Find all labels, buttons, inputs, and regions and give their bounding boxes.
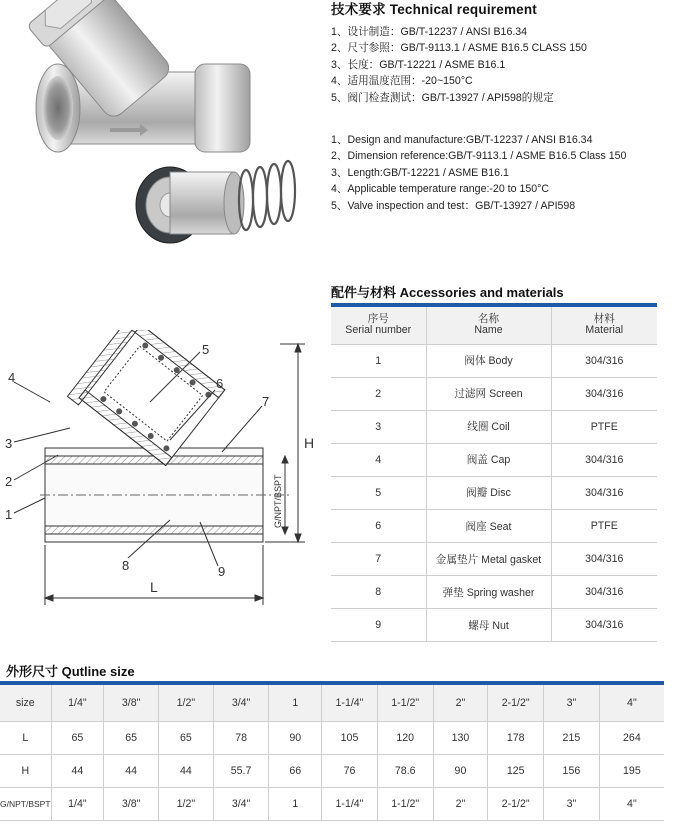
dimension-cell: 90 xyxy=(269,721,322,754)
technical-requirements xyxy=(331,0,671,214)
cell-material: 304/316 xyxy=(551,576,657,609)
outline-title: 外形尺寸 Qutline size xyxy=(6,664,135,679)
tech-item-cn: 3、长度：GB/T-12221 / ASME B16.1 xyxy=(331,58,506,71)
row-label: L xyxy=(0,721,51,754)
cell-name: 阀体 Body xyxy=(426,344,551,377)
size-column-header: 4" xyxy=(599,685,664,721)
accessories-header-row xyxy=(331,307,657,344)
size-column-header: 1 xyxy=(269,685,322,721)
dimension-cell: 66 xyxy=(269,754,322,787)
tech-item-cn: 4、适用温度范围：-20~150°C xyxy=(331,75,473,88)
cell-no: 3 xyxy=(331,410,426,443)
dimension-cell: 1 xyxy=(269,787,322,820)
dimension-cell: 264 xyxy=(599,721,664,754)
dim-H-label: H xyxy=(304,435,315,451)
cell-name: 弹垫 Spring washer xyxy=(426,576,551,609)
accessories-table xyxy=(331,307,657,642)
callout-7: 7 xyxy=(262,394,270,409)
row-label: H xyxy=(0,754,51,787)
dimension-cell: 3" xyxy=(544,787,600,820)
size-column-header: 1/2" xyxy=(159,685,214,721)
dimension-cell: 195 xyxy=(599,754,664,787)
y-strainer-photo xyxy=(20,0,320,255)
callout-1: 1 xyxy=(5,507,13,522)
tech-item-en: 1、Design and manufacture:GB/T-12237 / ANSI B16.34 xyxy=(331,134,593,147)
cell-name: 线圈 Coil xyxy=(426,410,551,443)
header-serial: 序号 Serial number xyxy=(331,307,426,344)
tech-title: 技术要求 Technical requirement xyxy=(331,2,537,17)
outline-section xyxy=(0,662,664,821)
table-row xyxy=(331,443,657,476)
dimension-cell: 1-1/2" xyxy=(377,787,433,820)
dim-L-label: L xyxy=(150,579,158,595)
dimension-cell: 65 xyxy=(104,721,159,754)
size-column-header: 1-1/4" xyxy=(322,685,378,721)
callout-8: 8 xyxy=(122,558,130,573)
callout-2: 2 xyxy=(5,474,13,489)
dimension-cell: 65 xyxy=(159,721,214,754)
dimension-cell: 55.7 xyxy=(213,754,269,787)
dimension-cell: 4" xyxy=(599,787,664,820)
callout-5: 5 xyxy=(202,342,210,357)
table-row xyxy=(331,410,657,443)
accessories-section xyxy=(331,284,657,642)
dimension-cell: 130 xyxy=(433,721,488,754)
cell-no: 8 xyxy=(331,576,426,609)
size-column-header: 3/4" xyxy=(213,685,269,721)
cell-material: PTFE xyxy=(551,410,657,443)
header-name: 名称 Name xyxy=(426,307,551,344)
tech-item-cn: 5、阀门检查测试：GB/T-13927 / API598的规定 xyxy=(331,91,554,104)
cell-material: 304/316 xyxy=(551,443,657,476)
tech-item-cn: 2、尺寸参照：GB/T-9113.1 / ASME B16.5 CLASS 150 xyxy=(331,42,587,55)
cell-material: 304/316 xyxy=(551,377,657,410)
tech-item-en: 2、Dimension reference:GB/T-9113.1 / ASME B16.5 Class 150 xyxy=(331,150,627,163)
table-row xyxy=(331,476,657,509)
tech-item-cn: 1、设计制造：GB/T-12237 / ANSI B16.34 xyxy=(331,26,528,38)
size-column-header: 3" xyxy=(544,685,600,721)
dimension-cell: 1/4" xyxy=(51,787,104,820)
callout-3: 3 xyxy=(5,436,13,451)
dimension-cell: 44 xyxy=(159,754,214,787)
cell-material: 304/316 xyxy=(551,543,657,576)
dimension-cell: 2" xyxy=(433,787,488,820)
header-material: 材料 Material xyxy=(551,307,657,344)
callout-6: 6 xyxy=(216,376,224,391)
dimension-cell: 156 xyxy=(544,754,600,787)
cell-material: 304/316 xyxy=(551,609,657,642)
cell-no: 1 xyxy=(331,344,426,377)
header-size: size xyxy=(0,685,51,721)
table-row xyxy=(0,721,664,754)
accessories-title: 配件与材料 Accessories and materials xyxy=(331,285,564,300)
row-label: G/NPT/BSPT xyxy=(0,787,51,820)
cell-name: 过滤网 Screen xyxy=(426,377,551,410)
size-column-header: 1/4" xyxy=(51,685,104,721)
cell-material: PTFE xyxy=(551,509,657,542)
cell-no: 9 xyxy=(331,609,426,642)
dimension-cell: 1/2" xyxy=(159,787,214,820)
cell-no: 2 xyxy=(331,377,426,410)
tech-item-en: 3、Length:GB/T-12221 / ASME B16.1 xyxy=(331,166,509,179)
dimension-cell: 125 xyxy=(488,754,544,787)
dimension-cell: 65 xyxy=(51,721,104,754)
callout-4: 4 xyxy=(8,370,16,385)
cross-section-drawing xyxy=(0,330,320,620)
cell-name: 金属垫片 Metal gasket xyxy=(426,543,551,576)
cell-material: 304/316 xyxy=(551,344,657,377)
cell-no: 7 xyxy=(331,543,426,576)
cell-name: 阀盖 Cap xyxy=(426,443,551,476)
dimension-cell: 3/8" xyxy=(104,787,159,820)
dimension-cell: 76 xyxy=(322,754,378,787)
dimension-cell: 90 xyxy=(433,754,488,787)
dimension-cell: 3/4" xyxy=(213,787,269,820)
cell-no: 6 xyxy=(331,509,426,542)
table-row xyxy=(331,576,657,609)
cell-name: 阀座 Seat xyxy=(426,509,551,542)
dimension-cell: 178 xyxy=(488,721,544,754)
size-column-header: 1-1/2" xyxy=(377,685,433,721)
dimension-cell: 105 xyxy=(322,721,378,754)
dimension-cell: 44 xyxy=(104,754,159,787)
table-row xyxy=(0,787,664,820)
dimension-cell: 1-1/4" xyxy=(322,787,378,820)
table-row xyxy=(0,754,664,787)
technical-drawing xyxy=(0,330,320,620)
cell-name: 阀瓣 Disc xyxy=(426,476,551,509)
table-row xyxy=(331,543,657,576)
table-row xyxy=(331,377,657,410)
cell-no: 5 xyxy=(331,476,426,509)
table-row xyxy=(331,344,657,377)
tech-list-english xyxy=(331,132,671,214)
tech-item-en: 5、Valve inspection and test：GB/T-13927 / API598 xyxy=(331,199,576,212)
dimension-cell: 215 xyxy=(544,721,600,754)
dimension-cell: 120 xyxy=(377,721,433,754)
outline-header-row xyxy=(0,685,664,721)
dimension-cell: 78 xyxy=(213,721,269,754)
cell-material: 304/316 xyxy=(551,476,657,509)
cell-name: 螺母 Nut xyxy=(426,609,551,642)
cell-no: 4 xyxy=(331,443,426,476)
table-row xyxy=(331,509,657,542)
size-column-header: 2-1/2" xyxy=(488,685,544,721)
tech-list-chinese xyxy=(331,24,671,106)
table-row xyxy=(331,609,657,642)
dimension-cell: 78.6 xyxy=(377,754,433,787)
callout-9: 9 xyxy=(218,564,226,579)
dim-G-label: G/NPT/BSPT xyxy=(273,474,283,528)
dimension-cell: 2-1/2" xyxy=(488,787,544,820)
tech-item-en: 4、Applicable temperature range:-20 to 150°C xyxy=(331,183,550,196)
size-column-header: 2" xyxy=(433,685,488,721)
dimension-cell: 44 xyxy=(51,754,104,787)
product-photo xyxy=(20,0,320,255)
outline-table xyxy=(0,685,664,821)
size-column-header: 3/8" xyxy=(104,685,159,721)
